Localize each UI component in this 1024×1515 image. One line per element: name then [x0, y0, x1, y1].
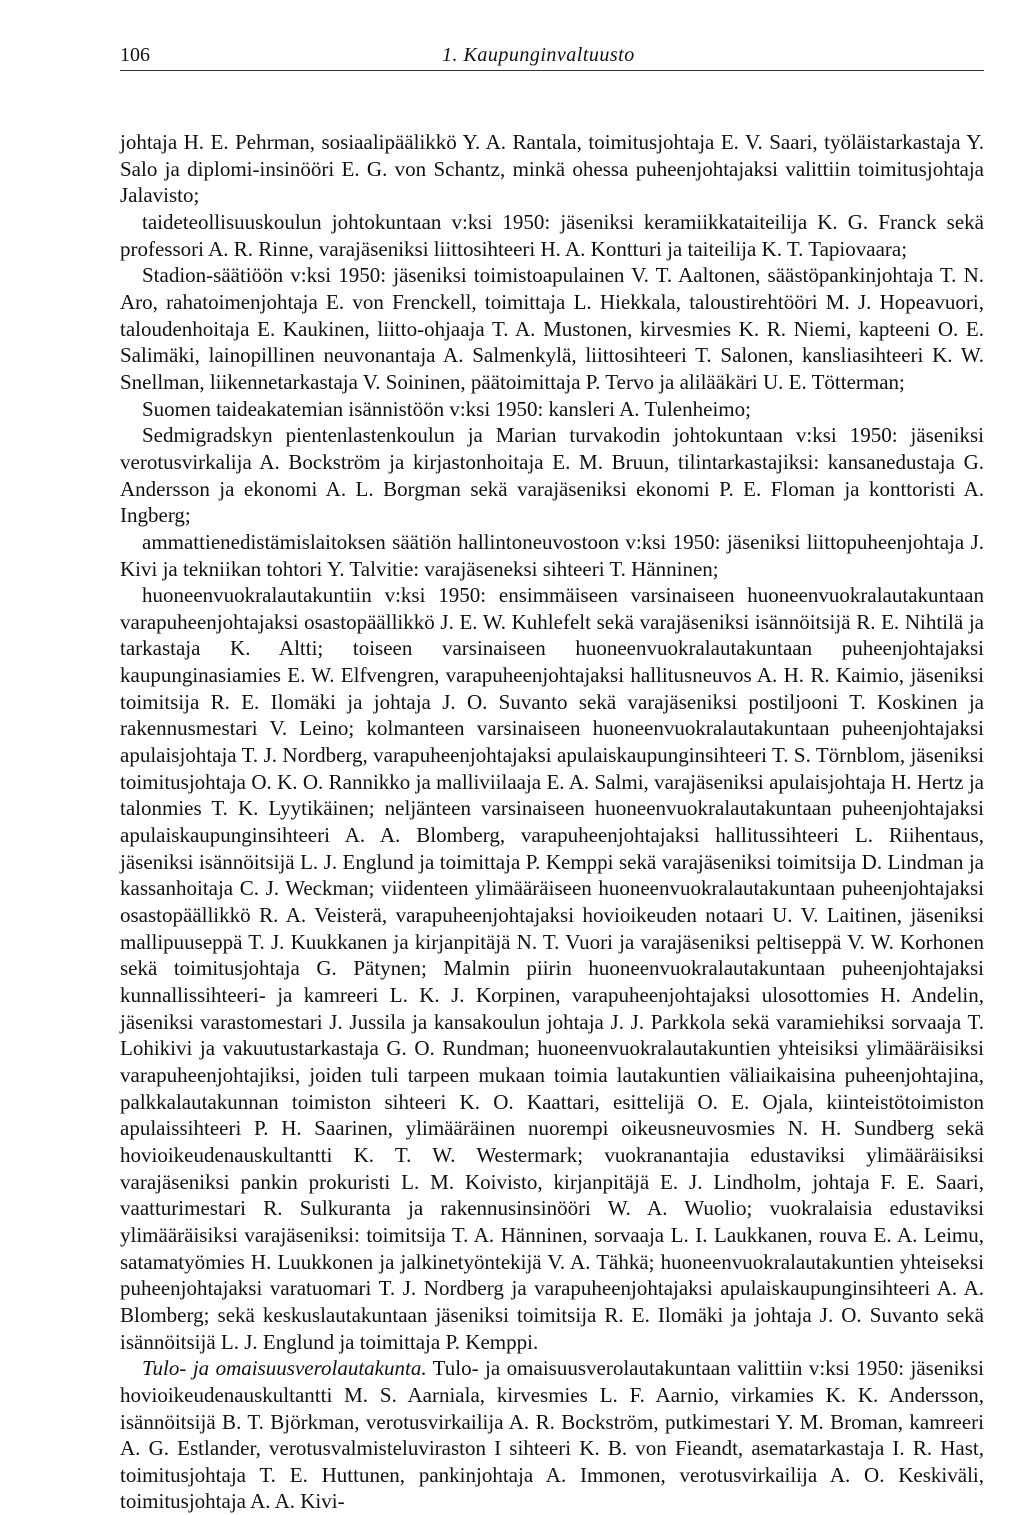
- paragraph-ammattienedistamislaitos: [120, 529, 984, 582]
- paragraph-taideakatemia: [120, 396, 984, 423]
- paragraph-taideteollisuuskoulu: [120, 209, 984, 262]
- paragraph-text: johtaja H. E. Pehrman, sosiaalipäälikkö Y. A. Rantala, toimitusjohtaja E. V. Saari, työläistarkastaja Y. Salo ja diplomi-insinööri E. G. von Schantz, minkä ohessa puheenjohtajaksi valittiin toimitusjohtaja Jalavisto;: [120, 130, 984, 208]
- paragraph-huoneenvuokralautakunnat: [120, 582, 984, 1355]
- page-header: [120, 40, 984, 71]
- document-page: [120, 40, 984, 1515]
- body-text: [120, 129, 984, 1515]
- section-run-in-heading: Tulo- ja omaisuusverolautakunta.: [142, 1356, 427, 1381]
- paragraph-tulo-ja-omaisuusverolautakunta: [120, 1355, 984, 1515]
- paragraph-text: taideteollisuuskoulun johtokuntaan v:ksi 1950: jäseniksi keramiikkataiteilija K. G. Franck sekä professori A. R. Rinne, varajäseniksi liittosihteeri H. A. Kontturi ja taiteilija K. T. Tapiovaara;: [120, 209, 984, 261]
- paragraph-text: Suomen taideakatemian isännistöön v:ksi 1950: kansleri A. Tulenheimo;: [142, 396, 751, 421]
- paragraph-text: Sedmigradskyn pientenlastenkoulun ja Marian turvakodin johtokuntaan v:ksi 1950: jäseniksi verotusvirkalija A. Bockström ja kirjastonhoitaja E. M. Bruun, tilintarkastajiksi: kansanedustaja G. Andersson ja ekonomi A. L. Borgman sekä varajäseniksi ekonomi P. E. Floman ja konttoristi A. Ingberg;: [120, 423, 984, 528]
- paragraph-text: Tulo- ja omaisuusverolautakuntaan valittiin v:ksi 1950: jäseniksi hovioikeudenauskultantti M. S. Aarniala, kirvesmies L. F. Aarnio, virkamies K. K. Andersson, isännöitsijä B. T. Björkman, verotusvirkailija A. R. Bockström, putkimestari Y. M. Broman, kamreeri A. G. Estlander, verotusvalmisteluviraston I sihteeri K. B. von Fieandt, asematarkastaja I. R. Hast, toimitusjohtaja T. E. Huttunen, pankinjohtaja A. Immonen, verotusvirkailija A. O. Keskiväli, toimitusjohtaja A. A. Kivi-: [120, 1356, 984, 1514]
- paragraph-sedmigradsky: [120, 422, 984, 529]
- paragraph-johtokunta-continued: [120, 129, 984, 209]
- paragraph-text: ammattienedistämislaitoksen säätiön hallintoneuvostoon v:ksi 1950: jäseniksi liittopuheenjohtaja J. Kivi ja tekniikan tohtori Y. Talvitie: varajäseneksi sihteeri T. Hänninen;: [120, 529, 984, 581]
- paragraph-stadion-saatio: [120, 262, 984, 395]
- page-number: 106: [120, 44, 150, 66]
- paragraph-text: huoneenvuokralautakuntiin v:ksi 1950: ensimmäiseen varsinaiseen huoneenvuokralautakuntaan varapuheenjohtajaksi osastopäällikkö J. E. W. Kuhlefelt sekä varajäseniksi isännöitsijä R. E. Nihtilä ja tarkastaja K. Altti; toiseen varsinaiseen huoneenvuokralautakuntaan puheenjohtajaksi kaupunginasiamies E. W. Elfvengren, varapuheenjohtajaksi hallitusneuvos A. H. R. Kaimio, jäseniksi toimitsija R. E. Ilomäki ja johtaja J. O. Suvanto sekä varajäseniksi postiljooni T. Koskinen ja rakennusmestari V. Leino; kolmanteen varsinaiseen huoneenvuokralautakuntaan puheenjohtajaksi apulaisjohtaja T. J. Nordberg, varapuheenjohtajaksi apulaiskaupunginsihteeri T. S. Törnblom, jäseniksi toimitusjohtaja O. K. O. Rannikko ja malliviilaaja E. A. Salmi, varajäseniksi apulaisjohtaja H. Hertz ja talonmies T. K. Lyytikäinen; neljänteen varsinaiseen huoneenvuokralautakuntaan puheenjohtajaksi apulaiskaupunginsihteeri A. A. Blomberg, varapuheenjohtajaksi hallitussihteeri L. Riihentaus, jäseniksi isännöitsijä L. J. Englund ja toimittaja P. Kemppi sekä varajäseniksi toimitsija D. Lindman ja kassanhoitaja C. J. Weckman; viidenteen ylimääräiseen huoneenvuokralautakuntaan puheenjohtajaksi osastopäällikkö R. A. Veisterä, varapuheenjohtajaksi hovioikeuden notaari U. V. Laitinen, jäseniksi mallipuuseppä T. J. Kuukkanen ja kirjanpitäjä N. T. Vuori ja varajäseniksi peltiseppä V. W. Korhonen sekä toimitusjohtaja G. Pätynen; Malmin piirin huoneenvuokralautakuntaan puheenjohtajaksi kunnallissihteeri- ja kamreeri L. K. J. Korpinen, varapuheenjohtajaksi ulosottomies H. Andelin, jäseniksi varastomestari J. Jussila ja kansakoulun johtaja J. J. Parkkola sekä varamiehiksi sorvaaja T. Lohikivi ja vakuutustarkastaja G. O. Rundman; huoneenvuokralautakuntien yhteisiksi ylimääräisiksi varapuheenjohtajiksi, joiden tuli tarpeen mukaan toimia lautakuntien väliaikaisina puheenjohtajina, palkkalautakunnan toimiston sihteeri K. O. Kaattari, esittelijä O. E. Ojala, kiinteistötoimiston apulaissihteeri P. H. Saarinen, ylimääräinen nuorempi oikeusneuvosmies N. H. Sundberg sekä hovioikeudenauskultantti K. T. W. Westermark; vuokranantajia edustaviksi ylimääräisiksi varajäseniksi pankin prokuristi L. M. Koivisto, kirjanpitäjä E. J. Lindholm, johtaja F. E. Saari, vaatturimestari R. Sulkuranta ja rakennusinsinööri W. A. Wuolio; vuokralaisia edustaviksi ylimääräisiksi varajäseniksi: toimitsija T. A. Hänninen, sorvaaja L. I. Laukkanen, rouva E. A. Leimu, satamatyömies H. Luukkonen ja jalkinetyöntekijä V. A. Tähkä; huoneenvuokralautakuntien yhteiseksi puheenjohtajaksi varatuomari T. J. Nordberg ja varapuheenjohtajaksi apulaiskaupunginsihteeri A. A. Blomberg; sekä keskuslautakuntaan jäseniksi toimitsija R. E. Ilomäki ja johtaja J. O. Suvanto sekä isännöitsijä L. J. Englund ja toimittaja P. Kemppi.: [120, 583, 984, 1354]
- paragraph-text: Stadion-säätiöön v:ksi 1950: jäseniksi toimistoapulainen V. T. Aaltonen, säästöpankinjohtaja T. N. Aro, rahatoimenjohtaja E. von Frenckell, toimittaja L. Hiekkala, taloustirehtööri M. J. Hopeavuori, taloudenhoitaja E. Kaukinen, liitto-ohjaaja T. A. Mustonen, kirvesmies K. R. Niemi, kapteeni O. E. Salimäki, lainopillinen neuvonantaja A. Salmenkylä, liittosihteeri T. Salonen, kansliasihteeri K. W. Snellman, liikennetarkastaja V. Soininen, päätoimittaja P. Tervo ja alilääkäri U. E. Tötterman;: [120, 263, 984, 394]
- running-head: 1. Kaupunginvaltuusto: [442, 44, 635, 66]
